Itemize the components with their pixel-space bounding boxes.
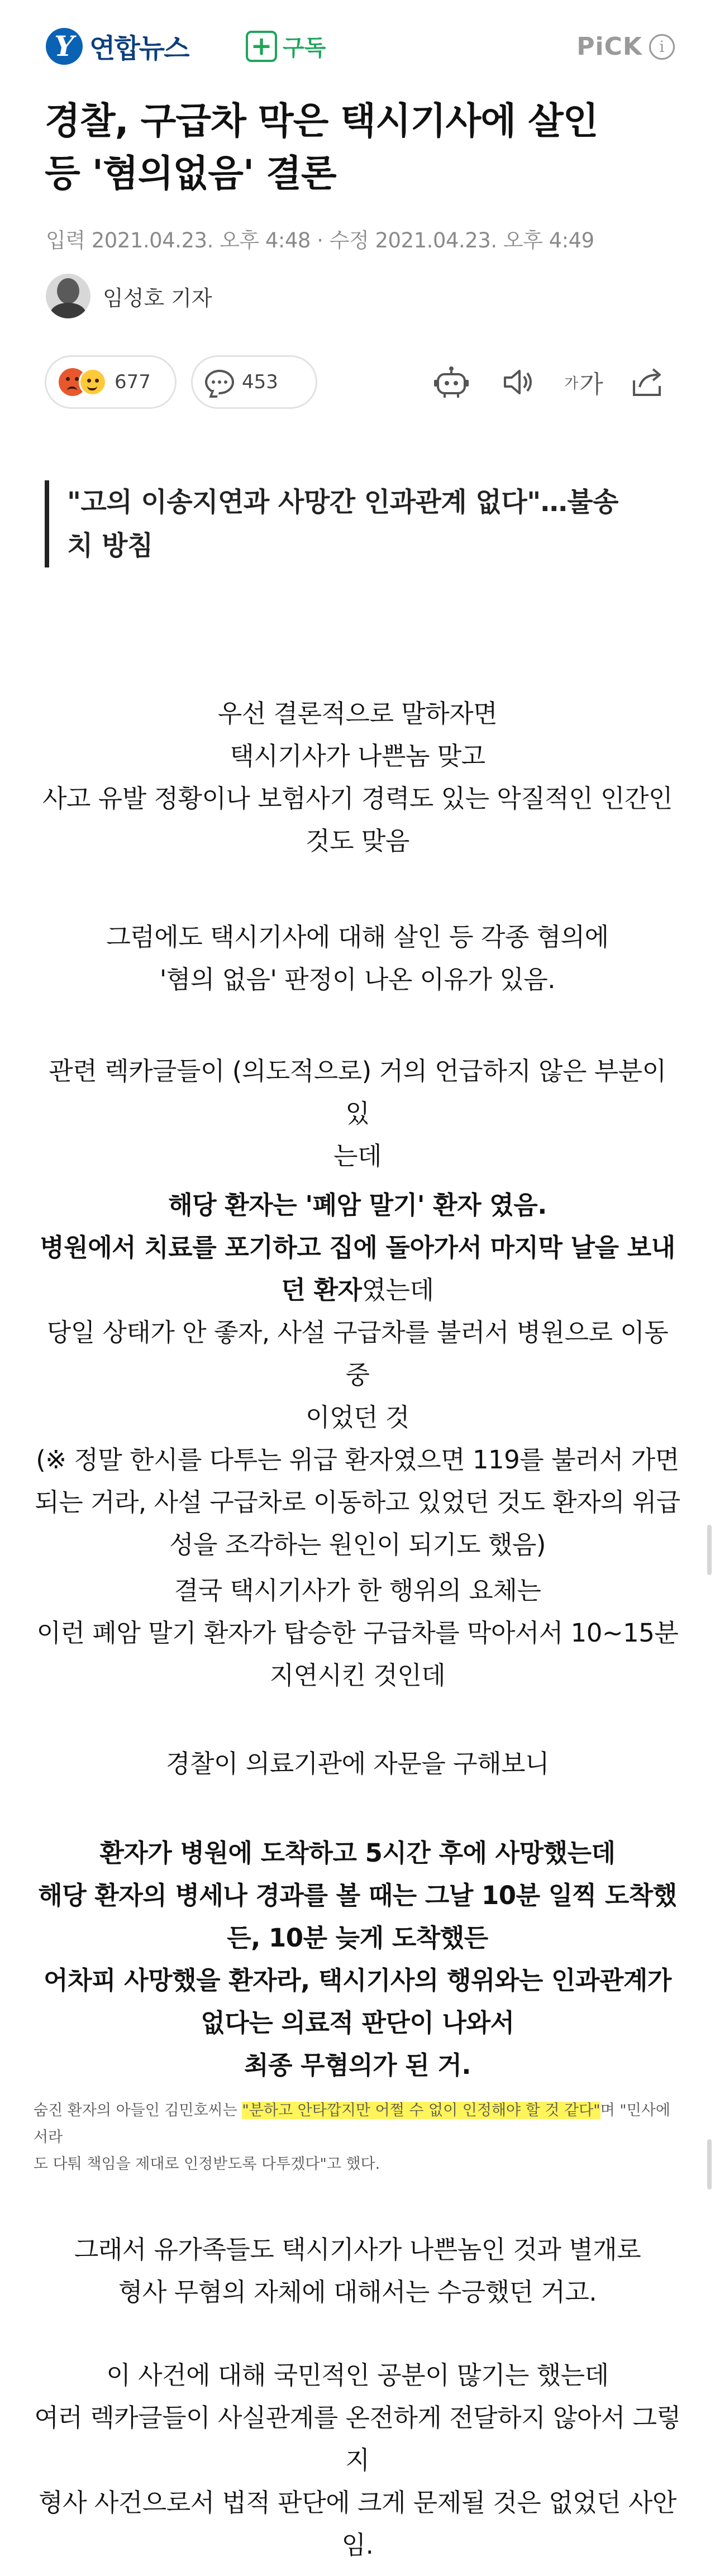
text-line: 해당 환자는 '폐암 말기' 환자 였음. bbox=[168, 1190, 547, 1220]
paragraph-consult: 경찰이 의료기관에 자문을 구해보니 bbox=[166, 1749, 549, 1778]
top-bar bbox=[0, 0, 715, 95]
reaction-count: 677 bbox=[115, 371, 151, 393]
subscribe-label: 구독 bbox=[283, 35, 326, 61]
yonhap-logo-icon: Y bbox=[46, 28, 83, 65]
author-avatar bbox=[46, 274, 90, 318]
text-line: '혐의 없음' 판정이 나온 이유가 있음. bbox=[159, 965, 556, 994]
text-line: 형사 무혐의 자체에 대해서는 수긍했던 거고. bbox=[118, 2277, 597, 2307]
article-dates: 입력 2021.04.23. 오후 4:48 · 수정 2021.04.23. 오후 4:49 bbox=[46, 228, 594, 252]
paragraph-reason bbox=[34, 916, 681, 1001]
font-large-label: 가 bbox=[579, 370, 603, 399]
yonhap-logo[interactable] bbox=[46, 27, 188, 65]
text-line: 없다는 의료적 판단이 나와서 bbox=[201, 2008, 514, 2038]
highlighted-quote: "분하고 안타깝지만 어쩔 수 없이 인정해야 할 것 같다" bbox=[242, 2102, 600, 2119]
reaction-button[interactable] bbox=[45, 355, 177, 409]
text-line: 당일 상태가 안 좋자, 사설 구급차를 불러서 병원으로 이동 중 bbox=[46, 1318, 669, 1390]
text-line: 성을 조각하는 원인이 되기도 했음) bbox=[169, 1530, 546, 1559]
headline-line: 등 '혐의없음' 결론 bbox=[45, 152, 336, 195]
text-line: 우선 결론적으로 말하자면 bbox=[217, 699, 498, 728]
subheading-line: "고의 이송지연과 사망간 인과관계 없다"…불송 bbox=[67, 486, 618, 518]
author-name: 임성호 기자 bbox=[103, 285, 212, 311]
paragraph-delay bbox=[34, 1570, 681, 1697]
comment-count: 453 bbox=[242, 371, 278, 393]
paragraph-summary bbox=[34, 2354, 681, 2567]
font-size-icon[interactable] bbox=[559, 363, 609, 401]
headline-line: 경찰, 구급차 막은 택시기사에 살인 bbox=[45, 99, 598, 142]
text-line: 병원에서 치료를 포기하고 집에 돌아가서 마지막 날을 보내 bbox=[40, 1233, 675, 1262]
text-line: 임. bbox=[341, 2530, 374, 2560]
comment-button[interactable] bbox=[191, 355, 317, 409]
text-line: 어차피 사망했을 환자라, 택시기사의 행위와는 인과관계가 bbox=[44, 1966, 671, 1995]
caption-line: 도 다퉈 책임을 제대로 인정받도록 다투겠다"고 했다. bbox=[34, 2155, 380, 2173]
paragraph-patient bbox=[34, 1184, 681, 1566]
subheading-line: 치 방침 bbox=[67, 530, 153, 561]
article-actions bbox=[45, 355, 676, 409]
text-line: 해당 환자의 병세나 경과를 볼 때는 그날 10분 일찍 도착했 bbox=[38, 1881, 677, 1910]
article-headline bbox=[45, 95, 681, 200]
text-line: 관련 렉카글들이 (의도적으로) 거의 언급하지 않은 부분이 있 bbox=[49, 1056, 666, 1128]
paragraph-family bbox=[34, 2229, 681, 2313]
text-line: 것도 맞음 bbox=[306, 826, 409, 856]
scrollbar-thumb[interactable] bbox=[707, 2139, 712, 2189]
text-line: 되는 거라, 사설 구급차로 이동하고 있었던 것도 환자의 위급 bbox=[35, 1487, 680, 1517]
text-line: 택시기사가 나쁜놈 맞고 bbox=[230, 741, 485, 771]
text-line: 이런 폐암 말기 환자가 탑승한 구급차를 막아서서 10~15분 bbox=[36, 1618, 679, 1648]
text-line: 여러 렉카글들이 사실관계를 온전하게 전달하지 않아서 그렇 bbox=[34, 2403, 681, 2432]
paragraph-conclusion bbox=[34, 693, 681, 862]
text-line: 지연시킨 것인데 bbox=[269, 1661, 446, 1690]
plus-icon: + bbox=[246, 31, 277, 62]
speaker-icon[interactable] bbox=[497, 363, 540, 401]
text-line: 환자가 병원에 도착하고 5시간 후에 사망했는데 bbox=[99, 1838, 616, 1868]
text-line: 는데 bbox=[333, 1141, 382, 1171]
quoted-article-excerpt bbox=[34, 2097, 670, 2178]
happy-emoji-icon bbox=[79, 368, 107, 396]
scrollbar-thumb[interactable] bbox=[707, 1525, 712, 1575]
text-line: 최종 무혐의가 된 거. bbox=[244, 2050, 471, 2080]
caption-line: 숨진 환자의 아들인 김민호씨는 "분하고 안타깝지만 어쩔 수 없이 인정해야 할 것 같다"며 "민사에서라 bbox=[34, 2102, 670, 2146]
text-line: 이었던 것 bbox=[306, 1403, 409, 1432]
paragraph-verdict bbox=[34, 1832, 681, 2087]
text-line: 사고 유발 정황이나 보험사기 경력도 있는 악질적인 인간인 bbox=[42, 784, 673, 813]
paragraph-omitted bbox=[34, 1050, 681, 1177]
subscribe-button[interactable] bbox=[246, 30, 326, 62]
font-small-label: 가 bbox=[564, 375, 579, 392]
text-line: 형사 사건으로서 법적 판단에 크게 문제될 것은 없었던 사안 bbox=[39, 2488, 676, 2517]
text-line: 던 환자였는데 bbox=[281, 1275, 434, 1305]
pick-label: PiCK bbox=[576, 32, 642, 61]
author-row[interactable] bbox=[46, 274, 212, 318]
robot-icon[interactable] bbox=[430, 363, 473, 401]
text-line: 그럼에도 택시기사에 대해 살인 등 각종 혐의에 bbox=[106, 922, 609, 952]
subheading-area bbox=[45, 436, 676, 620]
text-line: 이 사건에 대해 국민적인 공분이 많기는 했는데 bbox=[106, 2360, 609, 2390]
comment-icon bbox=[205, 370, 234, 394]
share-icon[interactable] bbox=[626, 363, 670, 401]
text-line: (※ 정말 한시를 다투는 위급 환자였으면 119를 불러서 가면 bbox=[36, 1445, 679, 1475]
logo-text: 연합뉴스 bbox=[89, 33, 189, 64]
pick-badge[interactable] bbox=[576, 32, 675, 61]
article-subheading bbox=[45, 480, 665, 567]
text-line: 지 bbox=[345, 2445, 370, 2475]
info-icon[interactable]: i bbox=[649, 34, 675, 60]
text-line: 결국 택시기사가 한 행위의 요체는 bbox=[174, 1576, 541, 1605]
text-line: 그래서 유가족들도 택시기사가 나쁜놈인 것과 별개로 bbox=[74, 2235, 641, 2264]
text-line: 든, 10분 늦게 도착했든 bbox=[227, 1923, 488, 1953]
